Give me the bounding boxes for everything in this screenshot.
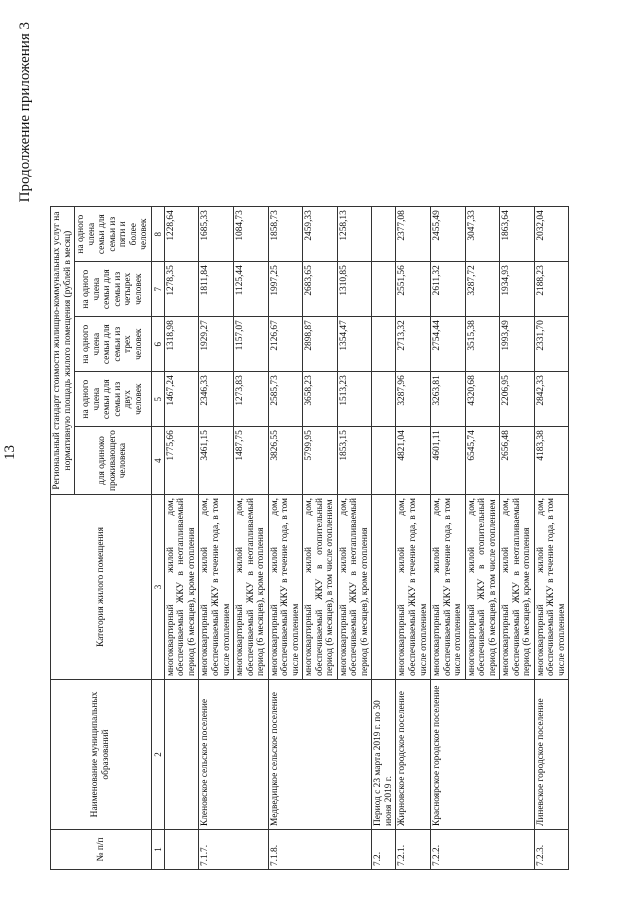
row-value: 2611,32 xyxy=(431,262,466,317)
row-value: 1273,83 xyxy=(234,372,269,427)
row-number: 7.2.3. xyxy=(534,830,569,870)
row-value: 3287,72 xyxy=(465,262,500,317)
row-number xyxy=(164,830,199,870)
row-number: 7.2. xyxy=(372,830,396,870)
row-municipality xyxy=(164,680,199,830)
row-value: 2188,23 xyxy=(534,262,569,317)
column-number: 5 xyxy=(151,372,164,427)
row-municipality: Красноярское городское поселение xyxy=(431,680,535,830)
row-value: 2585,73 xyxy=(268,372,303,427)
column-number: 6 xyxy=(151,317,164,372)
row-value: 4601,11 xyxy=(431,427,466,495)
header-no: № п/п xyxy=(51,830,152,870)
table-header-row xyxy=(51,207,75,870)
period-text: Период с 23 марта 2019 г. по 30 июня 2019 г. xyxy=(372,680,396,830)
row-value xyxy=(372,317,396,372)
row-value: 2713,32 xyxy=(396,317,431,372)
row-value: 3461,15 xyxy=(199,427,234,495)
table-row xyxy=(164,207,199,870)
subheader-five: на одного члена семьи для семьи из пяти и более человек xyxy=(75,207,152,262)
row-value: 3826,55 xyxy=(268,427,303,495)
row-value xyxy=(372,427,396,495)
row-category: многоквартирный жилой дом, обеспечиваемый ЖКУ в течение года, в том числе отоплением xyxy=(431,495,466,680)
row-number: 7.1.7. xyxy=(199,830,268,870)
row-category: многоквартирный жилой дом, обеспечиваемый ЖКУ в течение года, в том числе отоплением xyxy=(199,495,234,680)
row-value: 2459,33 xyxy=(303,207,338,262)
row-value: 5799,95 xyxy=(303,427,338,495)
row-value: 1318,98 xyxy=(164,317,199,372)
row-value: 3658,23 xyxy=(303,372,338,427)
appendix-title: Продолжение приложения 3 xyxy=(17,22,33,203)
row-number: 7.2.1. xyxy=(396,830,431,870)
subheader-four: на одного члена семьи для семьи из четырех человек xyxy=(75,262,152,317)
row-municipality: Медведицкое сельское поселение xyxy=(268,680,372,830)
row-category: многоквартирный жилой дом, обеспечиваемый ЖКУ в течение года, в том числе отоплением xyxy=(396,495,431,680)
column-number: 2 xyxy=(151,680,164,830)
row-value: 1084,73 xyxy=(234,207,269,262)
row-value: 2898,87 xyxy=(303,317,338,372)
row-category: многоквартирный жилой дом, обеспечиваемый ЖКУ в неотапливаемый период (6 месяцев), кроме отопления xyxy=(164,495,199,680)
row-value: 2206,95 xyxy=(500,372,535,427)
table-row xyxy=(268,207,303,870)
row-category: многоквартирный жилой дом, обеспечиваемый ЖКУ в неотапливаемый период (6 месяцев), кроме отопления xyxy=(337,495,372,680)
row-value: 2455,49 xyxy=(431,207,466,262)
row-value: 1858,73 xyxy=(268,207,303,262)
row-value: 1997,25 xyxy=(268,262,303,317)
row-municipality: Жирновское городское поселение xyxy=(396,680,431,830)
row-value: 2032,04 xyxy=(534,207,569,262)
row-value: 1993,49 xyxy=(500,317,535,372)
row-value: 2683,65 xyxy=(303,262,338,317)
row-value: 2346,33 xyxy=(199,372,234,427)
row-value: 1929,27 xyxy=(199,317,234,372)
row-category: многоквартирный жилой дом, обеспечиваемый ЖКУ в течение года, в том числе отоплением xyxy=(534,495,569,680)
row-value: 3263,81 xyxy=(431,372,466,427)
row-number: 7.2.2. xyxy=(431,830,535,870)
row-value: 4320,68 xyxy=(465,372,500,427)
row-category: многоквартирный жилой дом, обеспечиваемый ЖКУ в течение года, в том числе отоплением xyxy=(268,495,303,680)
row-category: многоквартирный жилой дом, обеспечиваемый ЖКУ в отопительный период (6 месяцев), в том числе отоплением xyxy=(303,495,338,680)
row-value: 2754,44 xyxy=(431,317,466,372)
row-value: 1354,47 xyxy=(337,317,372,372)
row-value: 1853,15 xyxy=(337,427,372,495)
row-value: 2331,70 xyxy=(534,317,569,372)
row-municipality: Кленовское сельское поселение xyxy=(199,680,268,830)
row-value xyxy=(372,372,396,427)
row-value: 1258,13 xyxy=(337,207,372,262)
row-value: 2656,48 xyxy=(500,427,535,495)
row-category xyxy=(372,495,396,680)
row-value: 3287,96 xyxy=(396,372,431,427)
row-number: 7.1.8. xyxy=(268,830,372,870)
row-value: 4821,04 xyxy=(396,427,431,495)
row-category: многоквартирный жилой дом, обеспечиваемый ЖКУ в отопительный период (6 месяцев), в том числе отоплением xyxy=(465,495,500,680)
row-value xyxy=(372,262,396,317)
row-value: 1775,66 xyxy=(164,427,199,495)
row-value: 1467,24 xyxy=(164,372,199,427)
page-number: 13 xyxy=(2,445,18,460)
row-value: 2126,67 xyxy=(268,317,303,372)
row-category: многоквартирный жилой дом, обеспечиваемый ЖКУ в неотапливаемый период (6 месяцев), кроме отопления xyxy=(500,495,535,680)
row-value: 1157,07 xyxy=(234,317,269,372)
row-value xyxy=(372,207,396,262)
row-value: 3515,38 xyxy=(465,317,500,372)
row-municipality: Линевское городское поселение xyxy=(534,680,569,830)
subheader-three: на одного члена семьи для семьи из трех человек xyxy=(75,317,152,372)
row-value: 1125,44 xyxy=(234,262,269,317)
column-number: 4 xyxy=(151,427,164,495)
row-value: 1278,35 xyxy=(164,262,199,317)
row-value: 1934,93 xyxy=(500,262,535,317)
subheader-single: для одиноко проживающего человека xyxy=(75,427,152,495)
row-value: 2377,08 xyxy=(396,207,431,262)
row-value: 4183,38 xyxy=(534,427,569,495)
table-row xyxy=(534,207,569,870)
table-row xyxy=(199,207,234,870)
header-category: Категория жилого помещения xyxy=(51,495,152,680)
row-value: 1811,84 xyxy=(199,262,234,317)
row-value: 1513,23 xyxy=(337,372,372,427)
row-value: 3047,33 xyxy=(465,207,500,262)
table-row xyxy=(396,207,431,870)
row-value: 2842,33 xyxy=(534,372,569,427)
period-row xyxy=(372,207,396,870)
column-number: 7 xyxy=(151,262,164,317)
column-number: 3 xyxy=(151,495,164,680)
row-value: 6545,74 xyxy=(465,427,500,495)
header-municipality: Наименование муниципальных образований xyxy=(51,680,152,830)
table-row xyxy=(431,207,466,870)
row-value: 1863,64 xyxy=(500,207,535,262)
column-number: 1 xyxy=(151,830,164,870)
row-value: 1228,64 xyxy=(164,207,199,262)
subheader-two: на одного члена семьи для семьи из двух человек xyxy=(75,372,152,427)
column-number-row xyxy=(151,207,164,870)
row-value: 1487,75 xyxy=(234,427,269,495)
row-category: многоквартирный жилой дом, обеспечиваемый ЖКУ в неотапливаемый период (6 месяцев), кроме отопления xyxy=(234,495,269,680)
row-value: 1310,85 xyxy=(337,262,372,317)
row-value: 2551,56 xyxy=(396,262,431,317)
row-value: 1685,33 xyxy=(199,207,234,262)
tariff-table xyxy=(50,206,569,870)
header-standard: Региональный стандарт стоимости жилищно-коммунальных услуг на нормативную площадь жилого помещения (рублей в месяц) xyxy=(51,207,75,495)
column-number: 8 xyxy=(151,207,164,262)
